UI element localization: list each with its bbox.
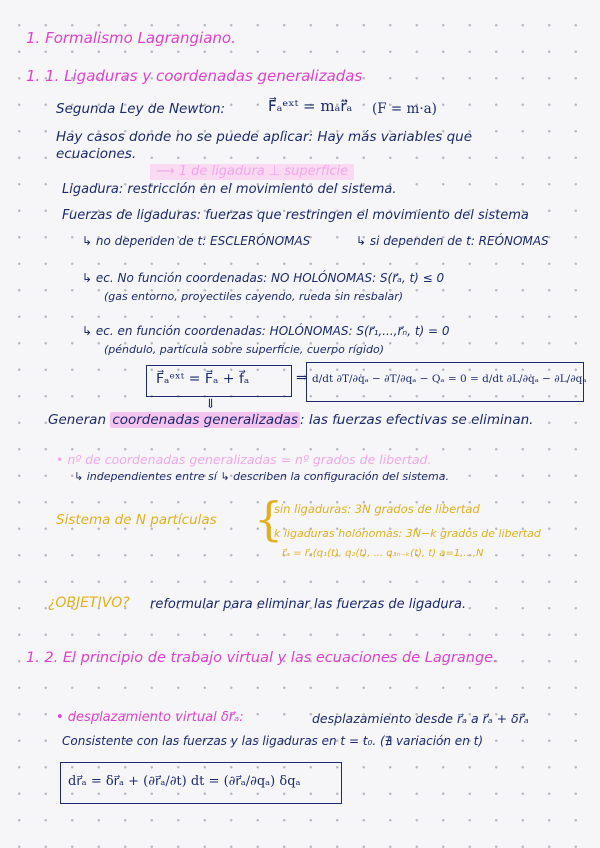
desplazamiento-text: desplazamiento desde r⃗ₐ a r⃗ₐ + δr⃗ₐ — [312, 711, 529, 726]
sistema-n-particulas: Sistema de N partículas — [56, 512, 217, 528]
cases-line-2: ecuaciones. — [56, 146, 137, 162]
section-1-title: 1. Formalismo Lagrangiano. — [26, 29, 236, 47]
generan-highlight: coordenadas generalizadas — [112, 412, 298, 428]
faint-note: ⟶ 1 de ligadura ⊥ superficie — [150, 164, 354, 180]
generan-line — [48, 412, 533, 428]
newton-formula: F⃗ₐᵉˣᵗ = mₐr⃗̈ₐ — [268, 97, 353, 115]
no-holonomas: ↳ ec. No función coordenadas: NO HOLÓNOMAS: S(r⃗ₐ, t) ≤ 0 — [82, 271, 445, 285]
section-1-1-title: 1. 1. Ligaduras y coordenadas generalizadas — [26, 67, 363, 85]
objetivo-text: reformular para eliminar las fuerzas de ligadura. — [150, 597, 467, 612]
independientes-line: ↳ independientes entre sí ↳ describen la configuración del sistema. — [74, 470, 449, 483]
virtual-displacement-formula: dr⃗ₐ = δr⃗ₐ + (∂r⃗ₐ/∂t) dt = (∂r⃗ₐ/∂qₐ) δqₐ — [68, 774, 301, 789]
sin-ligaduras: sin ligaduras: 3N grados de libertad — [274, 502, 480, 516]
ligadura-definition: Ligadura: restricción en el movimiento del sistema. — [62, 182, 397, 197]
generan-pre: Generan — [48, 412, 107, 428]
curly-brace: { — [254, 492, 284, 546]
holonomas-examples: (péndulo, partícula sobre superficie, cuerpo rígido) — [104, 343, 384, 356]
generan-post: : las fuerzas efectivas se eliminan. — [299, 412, 534, 428]
down-arrow: ⇓ — [205, 397, 216, 412]
si-dependen-t: ↳ si dependen de t: REÓNOMAS — [356, 234, 549, 248]
effective-force-formula: F⃗ₐᵉˣᵗ = F⃗ₐ + f⃗ₐ — [156, 371, 250, 387]
holonomas: ↳ ec. en función coordenadas: HOLÓNOMAS: S(r⃗₁,...,r⃗ₙ, t) = 0 — [82, 324, 450, 338]
consistente-line: Consistente con las fuerzas y las ligaduras en t = t₀. (∄ variación en t) — [62, 734, 483, 748]
desplazamiento-label: • desplazamiento virtual δr⃗ₐ: — [56, 710, 244, 725]
no-holonomas-examples: (gas entorno, proyectiles cayendo, rueda sin resbalar) — [104, 290, 404, 303]
ra-expression: r⃗ₐ = r⃗ₐ(q₁(t), q₂(t), ... q₃ₙ₋ₖ(t), t) a=1,...,N — [282, 548, 484, 559]
no-dependen-t: ↳ no dependen de t: ESCLERÓNOMAS — [82, 234, 311, 248]
implies-arrow: ⇒ — [296, 370, 308, 386]
objetivo-label: ¿OBJETIVO? — [48, 595, 130, 611]
newton-paren: (F = m·a) — [372, 101, 437, 117]
n-coordenadas: • nº de coordenadas generalizadas = nº grados de libertad. — [56, 452, 432, 467]
section-1-2-title: 1. 2. El principio de trabajo virtual y las ecuaciones de Lagrange. — [26, 650, 498, 666]
fuerzas-definition: Fuerzas de ligaduras: fuerzas que restringen el movimiento del sistema — [62, 208, 529, 223]
lagrange-equation: d/dt ∂T/∂q̇ₐ − ∂T/∂qₐ − Qₐ = 0 = d/dt ∂L/∂q̇ₐ − ∂L/∂qₐ — [312, 373, 587, 385]
k-ligaduras: k ligaduras holónomas: 3N−k grados de libertad — [274, 527, 541, 540]
newton-label: Segunda Ley de Newton: — [56, 101, 226, 117]
cases-line-1: Hay casos donde no se puede aplicar: Hay más variables que — [56, 129, 473, 145]
